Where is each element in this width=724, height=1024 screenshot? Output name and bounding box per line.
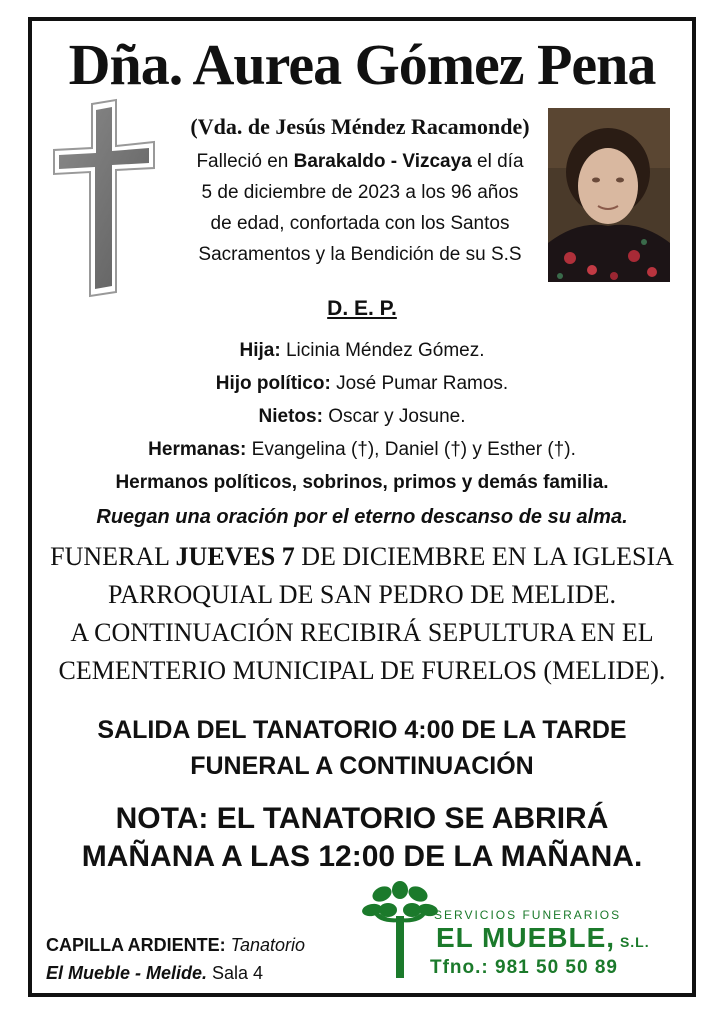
family-others: Hermanos políticos, sobrinos, primos y demás familia.: [115, 472, 609, 493]
chapel-info: [46, 931, 376, 987]
intro-pre: Falleció en: [196, 151, 294, 172]
intro-line-4: Sacramentos y la Bendición de su S.S: [198, 244, 522, 265]
note: [30, 800, 694, 876]
hermanas-value: Evangelina (†), Daniel (†) y Esther (†).: [246, 439, 576, 460]
family-hija: [80, 334, 644, 367]
logo-services: SERVICIOS FUNERARIOS: [434, 908, 622, 922]
capilla-sala: Sala 4: [207, 963, 264, 983]
hijo-value: José Pumar Ramos.: [330, 373, 509, 394]
portrait-photo: [548, 108, 670, 282]
funeral-line-2: PARROQUIAL DE SAN PEDRO DE MELIDE.: [108, 580, 616, 609]
nota-line-1: NOTA: EL TANATORIO SE ABRIRÁ: [115, 802, 609, 835]
salida-line-1: SALIDA DEL TANATORIO 4:00 DE LA TARDE: [97, 716, 627, 744]
intro-line-3: de edad, confortada con los Santos: [210, 213, 510, 234]
death-place: Barakaldo - Vizcaya: [293, 151, 472, 172]
funeral-pre: FUNERAL: [50, 542, 176, 571]
hermanas-label: Hermanas:: [148, 439, 247, 460]
capilla-label: CAPILLA ARDIENTE:: [46, 935, 226, 955]
nietos-label: Nietos:: [258, 406, 323, 427]
funeral-day: JUEVES 7: [175, 542, 295, 571]
hija-value: Licinia Méndez Gómez.: [280, 340, 485, 361]
hija-label: Hija:: [239, 340, 281, 361]
logo-sl: S.L.: [615, 934, 650, 950]
funeral-line-1: [40, 538, 684, 576]
capilla-line-1: [46, 931, 376, 959]
logo-name: [436, 922, 650, 954]
deceased-name: Dña. Aurea Gómez Pena: [68, 32, 656, 97]
hijo-label: Hijo político:: [215, 373, 331, 394]
intro-line-1: [170, 146, 550, 177]
widow-of: (Vda. de Jesús Méndez Racamonde): [190, 114, 530, 139]
departure-info: [40, 712, 684, 784]
intro-line-2: 5 de diciembre de 2023 a los 96 años: [201, 182, 519, 203]
family-list: [80, 334, 644, 499]
family-hermanas: [80, 433, 644, 466]
capilla-place: El Mueble - Melide.: [46, 963, 208, 983]
salida-line-2: FUNERAL A CONTINUACIÓN: [190, 752, 534, 780]
prayer-request: Ruegan una oración por el eterno descanso de su alma.: [96, 506, 628, 528]
funeral-post: DE DICIEMBRE EN LA IGLESIA: [294, 542, 674, 571]
capilla-line-2: [46, 959, 376, 987]
tree-logo-icon: [360, 880, 440, 980]
death-announcement: [170, 146, 550, 270]
funeral-line-3: A CONTINUACIÓN RECIBIRÁ SEPULTURA EN EL: [70, 618, 654, 647]
capilla-value: Tanatorio: [225, 935, 306, 955]
dep-text: D. E. P.: [327, 297, 397, 320]
family-hijo-politico: [80, 367, 644, 400]
nota-line-2: MAÑANA A LAS 12:00 DE LA MAÑANA.: [81, 840, 643, 873]
funeral-line-4: CEMENTERIO MUNICIPAL DE FURELOS (MELIDE).: [58, 656, 666, 685]
cross-icon: [50, 96, 158, 300]
nietos-value: Oscar y Josune.: [322, 406, 466, 427]
logo-company: EL MUEBLE,: [436, 922, 616, 953]
logo-phone: Tfno.: 981 50 50 89: [430, 957, 618, 978]
dep-heading: [0, 297, 724, 321]
family-nietos: [80, 400, 644, 433]
intro-post: el día: [471, 151, 524, 172]
funeral-info: [40, 538, 684, 690]
